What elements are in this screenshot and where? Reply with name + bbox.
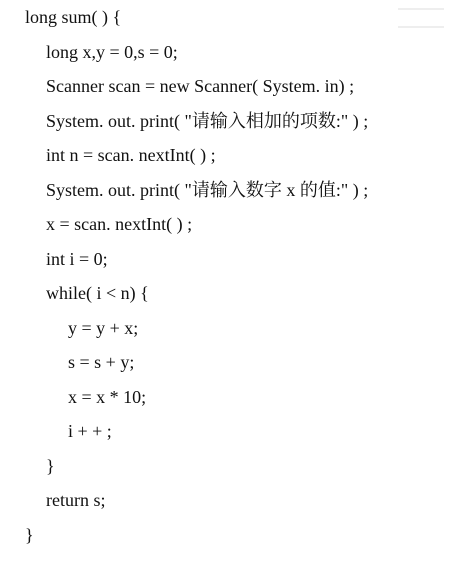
- code-line-while-start: while( i < n) {: [46, 283, 149, 303]
- code-line-scanner-creation: Scanner scan = new Scanner( System. in) ;: [46, 76, 355, 96]
- code-line-method-end: }: [25, 525, 34, 545]
- code-line-while-end: }: [46, 456, 55, 476]
- code-line-return: return s;: [46, 490, 106, 510]
- code-line-update-x: x = x * 10;: [68, 387, 147, 407]
- code-line-method-signature: long sum( ) {: [25, 7, 122, 27]
- code-line-init-counter: int i = 0;: [46, 249, 108, 269]
- code-line-update-y: y = y + x;: [68, 318, 139, 338]
- code-line-variable-declaration: long x,y = 0,s = 0;: [46, 42, 178, 62]
- code-line-prompt-x: System. out. print( "请输入数字 x 的值:" ) ;: [46, 180, 369, 200]
- code-line-increment-i: i + + ;: [68, 421, 112, 441]
- code-line-read-x: x = scan. nextInt( ) ;: [46, 214, 193, 234]
- code-line-read-count: int n = scan. nextInt( ) ;: [46, 145, 216, 165]
- code-line-update-s: s = s + y;: [68, 352, 135, 372]
- code-line-prompt-count: System. out. print( "请输入相加的项数:" ) ;: [46, 111, 369, 131]
